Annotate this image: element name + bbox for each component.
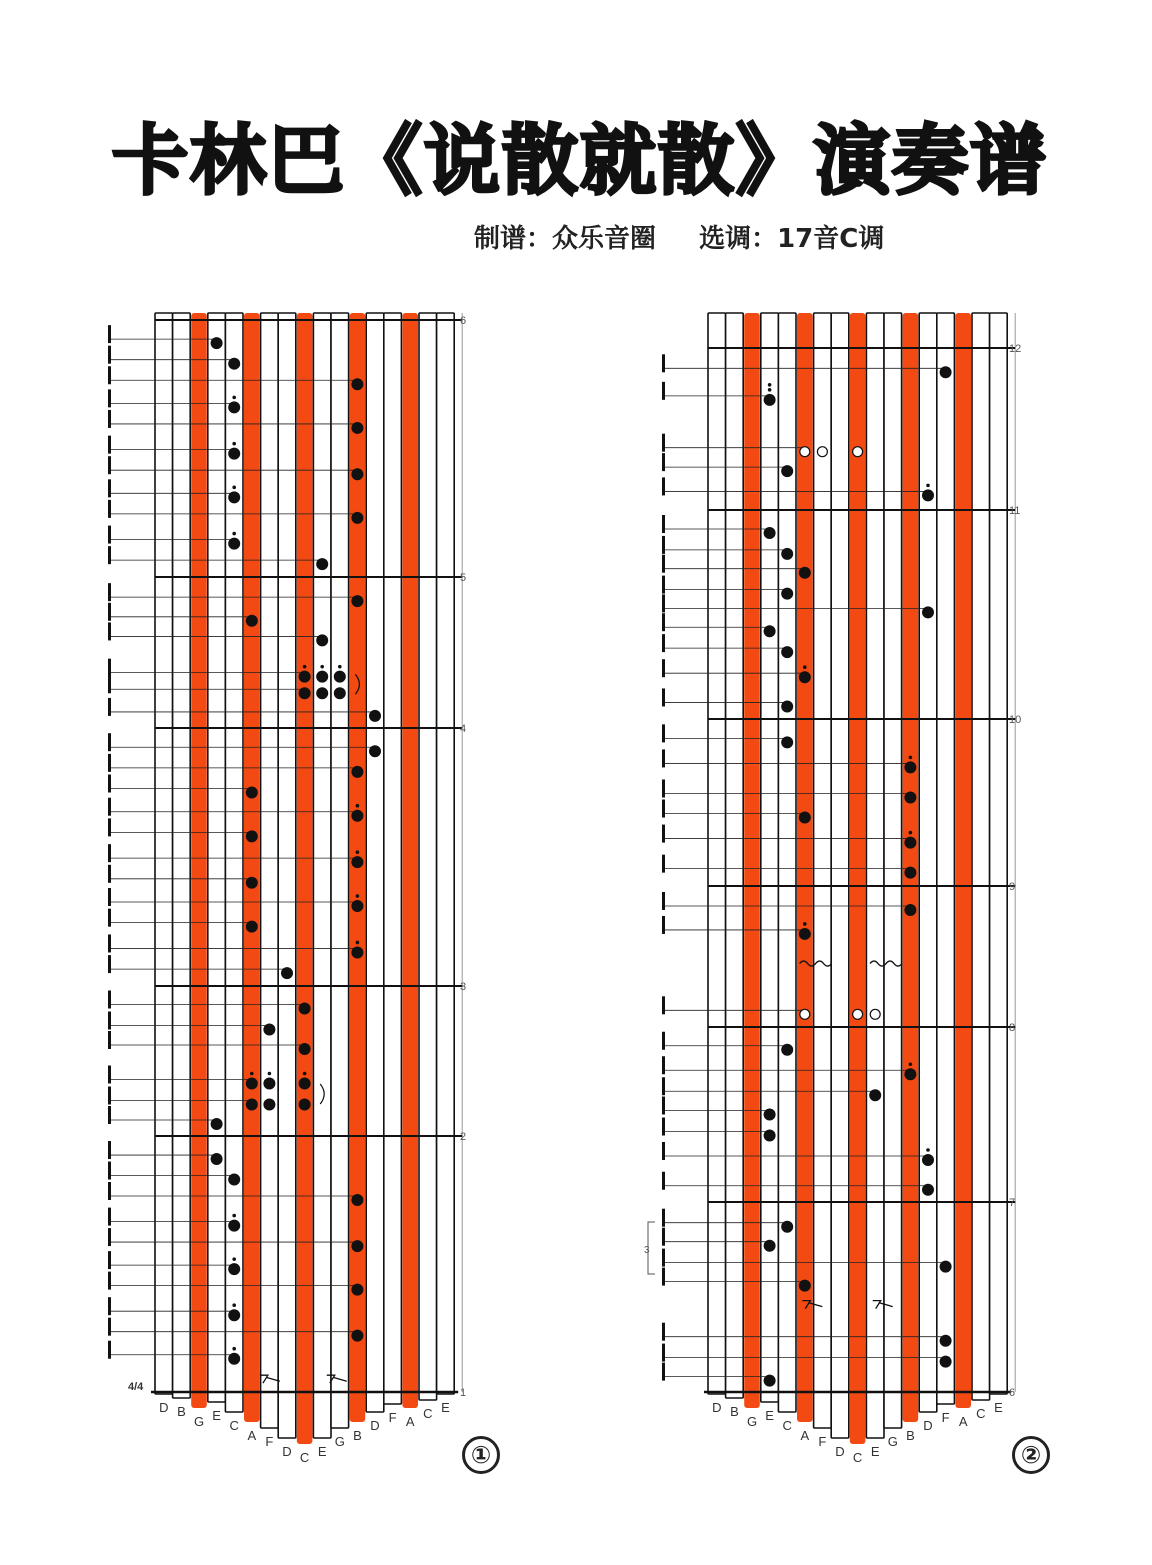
octave-dot xyxy=(926,1148,930,1152)
rhythm-stem xyxy=(662,1032,665,1050)
key-c xyxy=(225,313,243,1412)
note xyxy=(799,812,811,824)
octave-dot xyxy=(303,1072,307,1076)
rhythm-stem xyxy=(108,325,111,343)
note xyxy=(940,1356,952,1368)
octave-dot xyxy=(232,532,236,536)
rhythm-stem xyxy=(662,594,665,612)
rhythm-stem xyxy=(662,1363,665,1381)
note xyxy=(764,1109,776,1121)
note xyxy=(211,337,223,349)
rhythm-stem xyxy=(662,434,665,452)
key-d xyxy=(919,313,937,1412)
key-label: D xyxy=(712,1400,722,1415)
octave-dot xyxy=(232,1347,236,1351)
octave-dot xyxy=(232,1257,236,1261)
key-c xyxy=(850,313,866,1444)
rhythm-stem xyxy=(662,779,665,797)
key-label: A xyxy=(800,1428,810,1443)
note xyxy=(904,761,916,773)
key-label: D xyxy=(923,1418,933,1433)
key-e xyxy=(990,313,1008,1394)
note xyxy=(799,567,811,579)
measure-number: 11 xyxy=(1009,505,1021,517)
measure-number: 1 xyxy=(460,1387,467,1399)
note xyxy=(211,1118,223,1130)
key-d xyxy=(155,313,173,1394)
rhythm-stem xyxy=(108,389,111,407)
key-a xyxy=(797,313,813,1422)
note xyxy=(940,1261,952,1273)
key-label: D xyxy=(835,1444,845,1459)
rhythm-stem xyxy=(662,825,665,843)
rhythm-stem xyxy=(108,1251,111,1269)
rhythm-stem xyxy=(108,865,111,883)
rhythm-stem xyxy=(108,1087,111,1105)
note xyxy=(799,1280,811,1292)
rhythm-stem xyxy=(108,1162,111,1180)
note xyxy=(263,1078,275,1090)
rhythm-stem xyxy=(662,515,665,533)
key-f xyxy=(261,313,279,1428)
key-c xyxy=(297,313,313,1444)
note xyxy=(299,1078,311,1090)
octave-dot xyxy=(909,1062,913,1066)
key-g xyxy=(744,313,760,1408)
note xyxy=(228,1309,240,1321)
note xyxy=(263,1099,275,1111)
octave-dot xyxy=(232,486,236,490)
rhythm-stem xyxy=(662,1056,665,1074)
rhythm-stem xyxy=(108,366,111,384)
key-e xyxy=(866,313,884,1438)
note xyxy=(351,422,363,434)
octave-dot xyxy=(926,484,930,488)
rhythm-stem xyxy=(108,1066,111,1084)
rhythm-stem xyxy=(108,456,111,474)
note xyxy=(369,745,381,757)
octave-dot xyxy=(356,850,360,854)
rhythm-stem xyxy=(108,622,111,640)
measure-number: 7 xyxy=(1009,1197,1016,1209)
note xyxy=(764,1375,776,1387)
rhythm-stem xyxy=(662,724,665,742)
note xyxy=(299,1043,311,1055)
key-a xyxy=(244,313,260,1422)
key-g xyxy=(884,313,902,1428)
rhythm-stem xyxy=(108,733,111,751)
octave-dot xyxy=(250,1072,254,1076)
rhythm-stem xyxy=(108,603,111,621)
octave-dot xyxy=(356,804,360,808)
note xyxy=(904,791,916,803)
note xyxy=(228,491,240,503)
key-f xyxy=(384,313,402,1404)
key-d xyxy=(366,313,384,1412)
key-d xyxy=(831,313,849,1438)
rhythm-stem xyxy=(108,675,111,693)
key-label: E xyxy=(765,1408,774,1423)
key-label: B xyxy=(730,1404,739,1419)
rhythm-stem xyxy=(108,1182,111,1200)
note xyxy=(351,810,363,822)
rhythm-stem xyxy=(108,991,111,1009)
note xyxy=(281,967,293,979)
note xyxy=(764,1130,776,1142)
key-label: A xyxy=(405,1414,415,1429)
key-c xyxy=(419,313,437,1400)
note xyxy=(228,1353,240,1365)
rhythm-stem xyxy=(662,453,665,471)
rhythm-stem xyxy=(662,688,665,706)
octave-dot xyxy=(909,831,913,835)
note xyxy=(334,671,346,683)
open-note xyxy=(853,447,863,457)
rhythm-stem xyxy=(108,1341,111,1359)
note xyxy=(263,1024,275,1036)
octave-dot xyxy=(338,665,342,669)
rhythm-stem xyxy=(108,436,111,454)
open-note xyxy=(870,1009,880,1019)
note xyxy=(228,538,240,550)
measure-number: 10 xyxy=(1009,714,1022,726)
rhythm-stem xyxy=(108,583,111,601)
rhythm-stem xyxy=(662,536,665,554)
rhythm-stem xyxy=(108,888,111,906)
rhythm-stem xyxy=(108,479,111,497)
note xyxy=(351,766,363,778)
note xyxy=(351,856,363,868)
rhythm-stem xyxy=(108,1141,111,1159)
note xyxy=(316,558,328,570)
note xyxy=(228,1174,240,1186)
measure-number: 9 xyxy=(1009,881,1016,893)
note xyxy=(904,904,916,916)
note xyxy=(799,928,811,940)
rhythm-stem xyxy=(108,934,111,952)
rhythm-stem xyxy=(108,909,111,927)
open-note xyxy=(800,1009,810,1019)
note xyxy=(316,671,328,683)
rhythm-stem xyxy=(108,754,111,772)
key-label: F xyxy=(388,1410,397,1425)
note xyxy=(246,921,258,933)
rhythm-stem xyxy=(108,346,111,364)
rhythm-stem xyxy=(662,477,665,495)
key-label: C xyxy=(299,1450,310,1465)
rhythm-stem xyxy=(662,1118,665,1136)
rhythm-stem xyxy=(662,916,665,934)
rhythm-stem xyxy=(662,613,665,631)
key-label: C xyxy=(976,1406,986,1421)
note xyxy=(351,946,363,958)
key-label: G xyxy=(887,1434,898,1449)
key-c xyxy=(972,313,990,1400)
rhythm-stem xyxy=(662,1097,665,1115)
note xyxy=(764,625,776,637)
rhythm-stem xyxy=(108,1297,111,1315)
note xyxy=(228,401,240,413)
note xyxy=(922,1184,934,1196)
note xyxy=(299,671,311,683)
note xyxy=(211,1153,223,1165)
key-label: E xyxy=(317,1444,327,1459)
rhythm-stem xyxy=(662,996,665,1014)
page-number-2: ② xyxy=(1012,1436,1050,1474)
key-label: B xyxy=(906,1428,915,1443)
octave-dot xyxy=(768,383,772,387)
measure-number: 2 xyxy=(460,1131,467,1143)
key-label: E xyxy=(994,1400,1003,1415)
triplet-label: 3 xyxy=(644,1245,650,1256)
rhythm-stem xyxy=(108,955,111,973)
key-f xyxy=(814,313,832,1428)
key-e xyxy=(208,313,226,1402)
rhythm-stem xyxy=(108,500,111,518)
time-signature: 4/4 xyxy=(128,1381,144,1393)
octave-dot xyxy=(320,665,324,669)
note xyxy=(228,1220,240,1232)
key-f xyxy=(937,313,955,1404)
rhythm-stem xyxy=(662,1077,665,1095)
rhythm-stem xyxy=(108,1272,111,1290)
rhythm-stem xyxy=(108,1208,111,1226)
measure-number: 5 xyxy=(460,572,467,584)
note xyxy=(316,687,328,699)
note xyxy=(904,837,916,849)
note xyxy=(799,671,811,683)
key-credit: 选调：17音C调 xyxy=(699,224,885,254)
key-a xyxy=(955,313,971,1408)
octave-dot xyxy=(803,922,807,926)
note xyxy=(299,1099,311,1111)
rhythm-stem xyxy=(662,1172,665,1190)
note xyxy=(922,489,934,501)
rhythm-stem xyxy=(108,546,111,564)
note xyxy=(764,394,776,406)
key-label: E xyxy=(212,1408,221,1423)
rhythm-stem xyxy=(108,698,111,716)
key-label: F xyxy=(265,1434,274,1449)
rhythm-stem xyxy=(662,1209,665,1227)
note xyxy=(764,1240,776,1252)
rhythm-stem xyxy=(108,818,111,836)
octave-dot xyxy=(268,1072,272,1076)
rhythm-stem xyxy=(662,634,665,652)
key-label: A xyxy=(958,1414,968,1429)
rhythm-stem xyxy=(662,382,665,400)
note xyxy=(351,595,363,607)
note xyxy=(351,512,363,524)
key-label: E xyxy=(870,1444,880,1459)
note xyxy=(904,1068,916,1080)
open-note xyxy=(853,1009,863,1019)
octave-dot xyxy=(768,388,772,392)
rhythm-stem xyxy=(108,1228,111,1246)
note xyxy=(781,700,793,712)
note xyxy=(940,366,952,378)
note xyxy=(781,736,793,748)
rhythm-stem xyxy=(662,1228,665,1246)
key-label: C xyxy=(229,1418,239,1433)
note xyxy=(781,646,793,658)
rhythm-stem xyxy=(108,844,111,862)
note xyxy=(781,588,793,600)
note xyxy=(781,465,793,477)
octave-dot xyxy=(909,756,913,760)
key-b xyxy=(173,313,191,1398)
key-label: F xyxy=(941,1410,950,1425)
octave-dot xyxy=(803,665,807,669)
rhythm-stem xyxy=(662,1323,665,1341)
note xyxy=(228,358,240,370)
note xyxy=(228,448,240,460)
rhythm-stem xyxy=(662,555,665,573)
key-label: F xyxy=(818,1434,827,1449)
key-label: B xyxy=(353,1428,362,1443)
note xyxy=(351,1194,363,1206)
note xyxy=(246,830,258,842)
note xyxy=(246,615,258,627)
measure-number: 4 xyxy=(460,723,467,735)
key-d xyxy=(278,313,296,1438)
note xyxy=(334,687,346,699)
measure-number: 6 xyxy=(460,315,467,327)
rhythm-stem xyxy=(108,410,111,428)
note xyxy=(869,1089,881,1101)
key-g xyxy=(191,313,207,1408)
arranger-credit: 制谱：众乐音圈 xyxy=(474,224,657,254)
measure-number: 12 xyxy=(1009,343,1022,355)
tablature-page-1 xyxy=(108,313,466,1465)
key-label: C xyxy=(423,1406,433,1421)
note xyxy=(369,710,381,722)
rhythm-stem xyxy=(108,1012,111,1030)
note xyxy=(351,1330,363,1342)
key-label: E xyxy=(441,1400,450,1415)
key-label: C xyxy=(782,1418,792,1433)
rhythm-stem xyxy=(108,775,111,793)
note xyxy=(299,687,311,699)
open-note xyxy=(817,447,827,457)
rhythm-stem xyxy=(662,659,665,677)
note xyxy=(781,1044,793,1056)
tablature-page-2 xyxy=(644,313,1021,1465)
open-note xyxy=(800,447,810,457)
key-e xyxy=(761,313,779,1402)
note xyxy=(299,1003,311,1015)
key-e xyxy=(437,313,455,1394)
rhythm-stem xyxy=(662,800,665,818)
key-label: D xyxy=(370,1418,380,1433)
note xyxy=(922,606,934,618)
rhythm-stem xyxy=(662,354,665,372)
note xyxy=(351,1284,363,1296)
note xyxy=(246,787,258,799)
rhythm-stem xyxy=(108,659,111,677)
rhythm-stem xyxy=(108,1318,111,1336)
key-label: D xyxy=(282,1444,292,1459)
note xyxy=(904,867,916,879)
note xyxy=(246,1099,258,1111)
note xyxy=(351,1240,363,1252)
key-label: G xyxy=(334,1434,345,1449)
note xyxy=(246,1078,258,1090)
rhythm-stem xyxy=(662,1268,665,1286)
key-label: A xyxy=(247,1428,257,1443)
octave-dot xyxy=(303,665,307,669)
rhythm-stem xyxy=(108,1031,111,1049)
rhythm-stem xyxy=(662,1344,665,1362)
octave-dot xyxy=(232,1214,236,1218)
rhythm-stem xyxy=(662,576,665,594)
key-label: D xyxy=(159,1400,169,1415)
octave-dot xyxy=(232,396,236,400)
rhythm-stem xyxy=(108,1106,111,1124)
key-label: C xyxy=(852,1450,863,1465)
key-c xyxy=(778,313,796,1412)
note xyxy=(351,900,363,912)
note xyxy=(922,1154,934,1166)
octave-dot xyxy=(232,442,236,446)
key-d xyxy=(708,313,726,1394)
measure-number: 8 xyxy=(1009,1022,1016,1034)
measure-number: 6 xyxy=(1009,1387,1016,1399)
note xyxy=(246,877,258,889)
rhythm-stem xyxy=(662,1142,665,1160)
note xyxy=(228,1263,240,1275)
note xyxy=(940,1335,952,1347)
note xyxy=(351,378,363,390)
note xyxy=(351,468,363,480)
rhythm-stem xyxy=(108,526,111,544)
note xyxy=(781,1221,793,1233)
page-number-1: ① xyxy=(462,1436,500,1474)
octave-dot xyxy=(232,1303,236,1307)
rhythm-stem xyxy=(108,798,111,816)
page-title: 卡林巴《说散就散》演奏谱 xyxy=(112,116,1048,205)
rhythm-stem xyxy=(662,855,665,873)
rhythm-stem xyxy=(662,1249,665,1267)
note xyxy=(316,634,328,646)
note xyxy=(781,548,793,560)
key-label: G xyxy=(193,1414,205,1429)
octave-dot xyxy=(356,894,360,898)
note xyxy=(764,527,776,539)
measure-number: 3 xyxy=(460,981,467,993)
key-b xyxy=(726,313,744,1398)
key-e xyxy=(313,313,331,1438)
key-label: G xyxy=(746,1414,758,1429)
rhythm-stem xyxy=(662,892,665,910)
rhythm-stem xyxy=(662,749,665,767)
key-g xyxy=(331,313,349,1428)
octave-dot xyxy=(356,941,360,945)
key-a xyxy=(402,313,418,1408)
key-label: B xyxy=(177,1404,186,1419)
